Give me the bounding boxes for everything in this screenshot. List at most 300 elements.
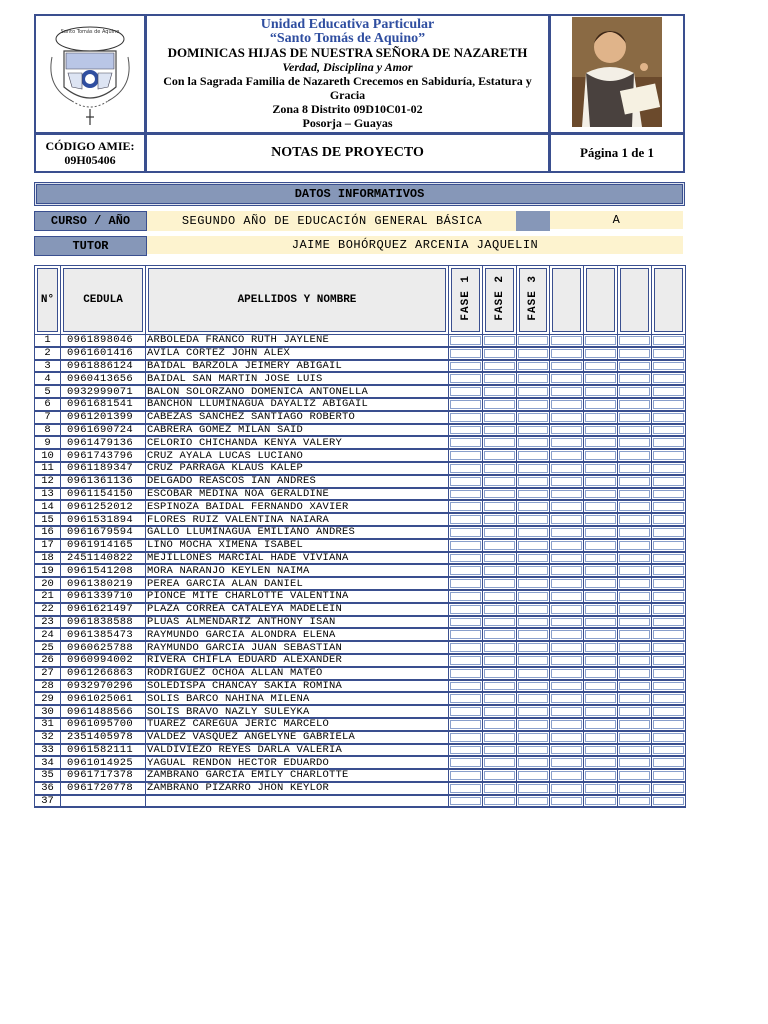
grade-cell[interactable]: [618, 564, 652, 577]
grade-cell[interactable]: [652, 718, 686, 731]
col-name-header: APELLIDOS Y NOMBRE: [146, 266, 449, 335]
grade-cell[interactable]: [449, 462, 483, 475]
grade-cell[interactable]: [550, 513, 584, 526]
grade-cell[interactable]: [517, 577, 550, 590]
grade-cell[interactable]: [584, 526, 618, 539]
grade-cell[interactable]: [449, 782, 483, 795]
grade-cell[interactable]: [618, 744, 652, 757]
grade-cell[interactable]: [652, 667, 686, 680]
grade-cell[interactable]: [652, 756, 686, 769]
grade-cell[interactable]: [584, 577, 618, 590]
grade-cell[interactable]: [652, 372, 686, 385]
grade-cell[interactable]: [449, 372, 483, 385]
row-cedula: 0961838588: [61, 616, 146, 629]
grade-cell[interactable]: [584, 705, 618, 718]
grade-cell[interactable]: [449, 731, 483, 744]
grade-cell[interactable]: [483, 347, 517, 360]
grade-cell[interactable]: [517, 335, 550, 347]
grade-cell[interactable]: [584, 654, 618, 667]
grade-cell[interactable]: [618, 654, 652, 667]
row-student-name: [146, 795, 449, 808]
grade-cell[interactable]: [483, 526, 517, 539]
grade-cell[interactable]: [449, 577, 483, 590]
row-cedula: 0961095700: [61, 718, 146, 731]
grade-cell[interactable]: [618, 756, 652, 769]
grade-cell[interactable]: [550, 449, 584, 462]
grade-cell[interactable]: [483, 424, 517, 437]
grade-cell[interactable]: [449, 539, 483, 552]
grade-cell[interactable]: [618, 475, 652, 488]
grade-cell[interactable]: [449, 654, 483, 667]
grade-cell[interactable]: [483, 590, 517, 603]
grade-cell[interactable]: [584, 372, 618, 385]
grade-cell[interactable]: [517, 731, 550, 744]
grade-cell[interactable]: [618, 526, 652, 539]
grade-cell[interactable]: [517, 552, 550, 565]
grade-cell[interactable]: [449, 385, 483, 398]
grade-cell[interactable]: [652, 360, 686, 373]
grade-cell[interactable]: [517, 449, 550, 462]
grade-cell[interactable]: [584, 385, 618, 398]
grade-cell[interactable]: [517, 756, 550, 769]
grade-cell[interactable]: [550, 539, 584, 552]
grade-cell[interactable]: [483, 705, 517, 718]
grade-cell[interactable]: [483, 398, 517, 411]
grade-cell[interactable]: [483, 795, 517, 808]
grade-cell[interactable]: [517, 436, 550, 449]
grade-cell[interactable]: [550, 424, 584, 437]
grade-cell[interactable]: [483, 360, 517, 373]
grade-cell[interactable]: [652, 462, 686, 475]
row-student-name: GALLO LLUMINAGUA EMILIANO ANDRES: [146, 526, 449, 539]
grade-cell[interactable]: [550, 500, 584, 513]
row-number: 27: [35, 667, 61, 680]
row-student-name: LINO MOCHA XIMENA ISABEL: [146, 539, 449, 552]
grade-cell[interactable]: [449, 667, 483, 680]
grade-cell[interactable]: [449, 500, 483, 513]
grade-cell[interactable]: [618, 628, 652, 641]
grade-cell[interactable]: [584, 628, 618, 641]
grade-cell[interactable]: [550, 436, 584, 449]
grade-cell[interactable]: [517, 718, 550, 731]
grade-cell[interactable]: [517, 654, 550, 667]
row-student-name: YAGUAL RENDON HECTOR EDUARDO: [146, 756, 449, 769]
grade-cell[interactable]: [483, 513, 517, 526]
table-row: [35, 718, 686, 731]
grade-cell[interactable]: [584, 513, 618, 526]
grade-cell[interactable]: [449, 603, 483, 616]
row-student-name: FLORES RUIZ VALENTINA NAIARA: [146, 513, 449, 526]
table-row: [35, 603, 686, 616]
grade-cell[interactable]: [449, 347, 483, 360]
grade-cell[interactable]: [517, 782, 550, 795]
row-cedula: 0961189347: [61, 462, 146, 475]
row-number: 10: [35, 449, 61, 462]
grade-cell[interactable]: [550, 398, 584, 411]
grade-cell[interactable]: [584, 590, 618, 603]
grade-cell[interactable]: [517, 513, 550, 526]
grade-cell[interactable]: [652, 577, 686, 590]
grade-cell[interactable]: [517, 360, 550, 373]
grade-cell[interactable]: [550, 654, 584, 667]
grade-cell[interactable]: [550, 641, 584, 654]
grade-cell[interactable]: [618, 795, 652, 808]
grade-cell[interactable]: [517, 411, 550, 424]
grade-cell[interactable]: [449, 680, 483, 693]
grade-cell[interactable]: [483, 500, 517, 513]
grade-cell[interactable]: [618, 347, 652, 360]
grade-cell[interactable]: [584, 564, 618, 577]
grade-cell[interactable]: [584, 795, 618, 808]
grade-cell[interactable]: [550, 372, 584, 385]
grade-cell[interactable]: [550, 552, 584, 565]
grade-cell[interactable]: [449, 756, 483, 769]
grade-cell[interactable]: [517, 539, 550, 552]
grade-cell[interactable]: [483, 667, 517, 680]
grade-cell[interactable]: [618, 539, 652, 552]
grade-cell[interactable]: [652, 398, 686, 411]
grade-cell[interactable]: [618, 488, 652, 501]
grade-cell[interactable]: [517, 462, 550, 475]
grade-cell[interactable]: [449, 488, 483, 501]
grade-cell[interactable]: [517, 347, 550, 360]
grade-cell[interactable]: [618, 335, 652, 347]
grade-cell[interactable]: [618, 411, 652, 424]
grade-cell[interactable]: [652, 513, 686, 526]
grade-cell[interactable]: [584, 360, 618, 373]
row-cedula: [61, 795, 146, 808]
grade-cell[interactable]: [449, 475, 483, 488]
grade-cell[interactable]: [483, 718, 517, 731]
row-student-name: TUAREZ CAREGUA JERIC MARCELO: [146, 718, 449, 731]
grade-cell[interactable]: [517, 769, 550, 782]
grade-cell[interactable]: [618, 500, 652, 513]
row-student-name: ZAMBRANO GARCIA EMILY CHARLOTTE: [146, 769, 449, 782]
table-row: [35, 680, 686, 693]
grade-cell[interactable]: [618, 731, 652, 744]
grade-cell[interactable]: [550, 526, 584, 539]
grade-cell[interactable]: [584, 539, 618, 552]
row-student-name: ZAMBRANO PIZARRO JHON KEYLOR: [146, 782, 449, 795]
grade-cell[interactable]: [652, 449, 686, 462]
grade-cell[interactable]: [483, 782, 517, 795]
grade-cell[interactable]: [517, 398, 550, 411]
grade-cell[interactable]: [652, 539, 686, 552]
grade-cell[interactable]: [483, 488, 517, 501]
grade-cell[interactable]: [618, 590, 652, 603]
grade-cell[interactable]: [618, 641, 652, 654]
grade-cell[interactable]: [449, 564, 483, 577]
grade-cell[interactable]: [517, 488, 550, 501]
grade-cell[interactable]: [584, 769, 618, 782]
grade-cell[interactable]: [652, 347, 686, 360]
grade-cell[interactable]: [517, 795, 550, 808]
grade-cell[interactable]: [517, 372, 550, 385]
grade-cell[interactable]: [652, 616, 686, 629]
grade-cell[interactable]: [618, 705, 652, 718]
row-student-name: CRUZ PARRAGA KLAUS KALEP: [146, 462, 449, 475]
grade-cell[interactable]: [483, 654, 517, 667]
grade-cell[interactable]: [584, 731, 618, 744]
amie-label: CÓDIGO AMIE:: [45, 139, 135, 153]
grade-cell[interactable]: [652, 552, 686, 565]
grade-cell[interactable]: [550, 616, 584, 629]
grade-cell[interactable]: [652, 641, 686, 654]
grade-cell[interactable]: [449, 335, 483, 347]
row-student-name: BAIDAL BARZOLA JEIMERY ABIGAIL: [146, 360, 449, 373]
grade-cell[interactable]: [584, 488, 618, 501]
grade-cell[interactable]: [449, 360, 483, 373]
grade-cell[interactable]: [550, 680, 584, 693]
grade-cell[interactable]: [652, 795, 686, 808]
grade-cell[interactable]: [652, 335, 686, 347]
grade-cell[interactable]: [618, 462, 652, 475]
grade-cell[interactable]: [483, 616, 517, 629]
grade-cell[interactable]: [517, 475, 550, 488]
grade-cell[interactable]: [483, 692, 517, 705]
grade-cell[interactable]: [449, 590, 483, 603]
grade-cell[interactable]: [584, 424, 618, 437]
grade-cell[interactable]: [449, 692, 483, 705]
grade-cell[interactable]: [483, 564, 517, 577]
grade-cell[interactable]: [550, 667, 584, 680]
grade-cell[interactable]: [517, 744, 550, 757]
grade-cell[interactable]: [618, 436, 652, 449]
grade-cell[interactable]: [550, 795, 584, 808]
grade-cell[interactable]: [584, 462, 618, 475]
grade-cell[interactable]: [584, 436, 618, 449]
grade-cell[interactable]: [449, 718, 483, 731]
grade-cell[interactable]: [652, 564, 686, 577]
svg-text:Santo Tomás de Aquino: Santo Tomás de Aquino: [60, 28, 120, 35]
grade-cell[interactable]: [550, 475, 584, 488]
grade-cell[interactable]: [483, 539, 517, 552]
grade-cell[interactable]: [449, 705, 483, 718]
grade-cell[interactable]: [550, 488, 584, 501]
grade-cell[interactable]: [584, 680, 618, 693]
grade-cell[interactable]: [618, 603, 652, 616]
row-cedula: 0961266863: [61, 667, 146, 680]
col-blank-header: [550, 266, 584, 335]
grade-cell[interactable]: [517, 526, 550, 539]
grade-cell[interactable]: [550, 718, 584, 731]
grade-cell[interactable]: [517, 603, 550, 616]
table-row: [35, 667, 686, 680]
grade-cell[interactable]: [517, 667, 550, 680]
grade-cell[interactable]: [483, 335, 517, 347]
grade-cell[interactable]: [584, 500, 618, 513]
grade-cell[interactable]: [449, 411, 483, 424]
grade-cell[interactable]: [652, 654, 686, 667]
row-student-name: BALON SOLORZANO DOMENICA ANTONELLA: [146, 385, 449, 398]
grade-cell[interactable]: [550, 347, 584, 360]
grade-cell[interactable]: [652, 731, 686, 744]
grade-cell[interactable]: [584, 335, 618, 347]
grade-cell[interactable]: [584, 744, 618, 757]
grade-cell[interactable]: [483, 385, 517, 398]
grade-cell[interactable]: [652, 590, 686, 603]
grade-cell[interactable]: [449, 436, 483, 449]
grade-cell[interactable]: [550, 731, 584, 744]
grade-cell[interactable]: [550, 628, 584, 641]
grade-cell[interactable]: [483, 436, 517, 449]
row-number: 1: [35, 335, 61, 347]
grade-cell[interactable]: [483, 680, 517, 693]
grade-cell[interactable]: [618, 360, 652, 373]
grade-cell[interactable]: [618, 680, 652, 693]
col-number-header: N°: [35, 266, 61, 335]
table-row: [35, 424, 686, 437]
grade-cell[interactable]: [618, 769, 652, 782]
grade-cell[interactable]: [584, 641, 618, 654]
grade-cell[interactable]: [483, 577, 517, 590]
grade-cell[interactable]: [584, 398, 618, 411]
grade-cell[interactable]: [449, 398, 483, 411]
grade-cell[interactable]: [483, 603, 517, 616]
grade-cell[interactable]: [584, 667, 618, 680]
grade-cell[interactable]: [584, 475, 618, 488]
grade-cell[interactable]: [652, 385, 686, 398]
grade-cell[interactable]: [550, 462, 584, 475]
grade-cell[interactable]: [584, 782, 618, 795]
grade-cell[interactable]: [550, 603, 584, 616]
grade-cell[interactable]: [550, 360, 584, 373]
grade-cell[interactable]: [584, 411, 618, 424]
grade-cell[interactable]: [618, 616, 652, 629]
grade-cell[interactable]: [449, 513, 483, 526]
grade-cell[interactable]: [652, 769, 686, 782]
grade-cell[interactable]: [618, 385, 652, 398]
grade-cell[interactable]: [449, 552, 483, 565]
table-row: [35, 744, 686, 757]
grade-cell[interactable]: [483, 475, 517, 488]
grade-cell[interactable]: [449, 449, 483, 462]
grade-cell[interactable]: [652, 424, 686, 437]
grade-cell[interactable]: [517, 641, 550, 654]
grade-cell[interactable]: [483, 462, 517, 475]
grade-cell[interactable]: [618, 449, 652, 462]
grade-cell[interactable]: [618, 513, 652, 526]
grade-cell[interactable]: [449, 769, 483, 782]
col-phase-3-header: [517, 266, 550, 335]
grade-cell[interactable]: [550, 769, 584, 782]
grade-cell[interactable]: [483, 449, 517, 462]
grade-cell[interactable]: [618, 718, 652, 731]
amie-code: 09H05406: [64, 153, 116, 167]
grade-cell[interactable]: [449, 616, 483, 629]
grade-cell[interactable]: [517, 705, 550, 718]
grade-cell[interactable]: [618, 782, 652, 795]
grade-cell[interactable]: [652, 488, 686, 501]
grade-cell[interactable]: [652, 680, 686, 693]
grade-cell[interactable]: [517, 500, 550, 513]
grade-cell[interactable]: [584, 616, 618, 629]
grade-cell[interactable]: [550, 744, 584, 757]
grade-cell[interactable]: [517, 590, 550, 603]
grade-cell[interactable]: [517, 692, 550, 705]
grade-cell[interactable]: [483, 552, 517, 565]
grade-cell[interactable]: [652, 744, 686, 757]
grade-cell[interactable]: [618, 424, 652, 437]
grade-cell[interactable]: [449, 641, 483, 654]
grade-cell[interactable]: [618, 372, 652, 385]
grade-cell[interactable]: [652, 500, 686, 513]
grade-cell[interactable]: [517, 680, 550, 693]
course-value: SEGUNDO AÑO DE EDUCACIÓN GENERAL BÁSICA: [147, 211, 517, 231]
school-quote: “Santo Tomás de Aquino”: [269, 31, 426, 46]
grade-cell[interactable]: [550, 385, 584, 398]
grade-cell[interactable]: [550, 692, 584, 705]
grade-cell[interactable]: [584, 718, 618, 731]
grade-cell[interactable]: [618, 692, 652, 705]
grade-cell[interactable]: [618, 667, 652, 680]
grade-cell[interactable]: [652, 603, 686, 616]
grade-cell[interactable]: [449, 628, 483, 641]
grade-cell[interactable]: [483, 744, 517, 757]
grade-cell[interactable]: [652, 782, 686, 795]
row-student-name: PLAZA CORREA CATALEYA MADELEIN: [146, 603, 449, 616]
row-cedula: 0961531894: [61, 513, 146, 526]
grade-cell[interactable]: [584, 603, 618, 616]
grade-cell[interactable]: [652, 628, 686, 641]
grade-cell[interactable]: [483, 628, 517, 641]
grade-cell[interactable]: [652, 411, 686, 424]
row-student-name: AVILA CORTEZ JOHN ALEX: [146, 347, 449, 360]
grade-cell[interactable]: [618, 398, 652, 411]
grade-cell[interactable]: [449, 424, 483, 437]
grade-cell[interactable]: [550, 782, 584, 795]
grade-cell[interactable]: [517, 424, 550, 437]
grade-cell[interactable]: [449, 795, 483, 808]
school-name: Unidad Educativa Particular: [260, 17, 435, 32]
grade-cell[interactable]: [483, 641, 517, 654]
grade-cell[interactable]: [517, 616, 550, 629]
grade-cell[interactable]: [618, 552, 652, 565]
grade-cell[interactable]: [550, 577, 584, 590]
grade-cell[interactable]: [584, 756, 618, 769]
grade-cell[interactable]: [652, 475, 686, 488]
grade-cell[interactable]: [483, 756, 517, 769]
grade-cell[interactable]: [652, 526, 686, 539]
grade-cell[interactable]: [449, 744, 483, 757]
grade-cell[interactable]: [483, 372, 517, 385]
grade-cell[interactable]: [584, 552, 618, 565]
grade-cell[interactable]: [483, 769, 517, 782]
grade-cell[interactable]: [483, 731, 517, 744]
grade-cell[interactable]: [550, 705, 584, 718]
grade-cell[interactable]: [584, 449, 618, 462]
grade-cell[interactable]: [652, 705, 686, 718]
grade-cell[interactable]: [517, 385, 550, 398]
grade-cell[interactable]: [652, 692, 686, 705]
phase-2-label: FASE 2: [493, 275, 506, 321]
grade-cell[interactable]: [517, 628, 550, 641]
grade-cell[interactable]: [618, 577, 652, 590]
grade-cell[interactable]: [584, 692, 618, 705]
grade-cell[interactable]: [550, 756, 584, 769]
grade-cell[interactable]: [550, 564, 584, 577]
grade-cell[interactable]: [550, 590, 584, 603]
grade-cell[interactable]: [584, 347, 618, 360]
grade-cell[interactable]: [550, 411, 584, 424]
grade-cell[interactable]: [517, 564, 550, 577]
row-cedula: 0961252012: [61, 500, 146, 513]
row-number: 36: [35, 782, 61, 795]
grade-cell[interactable]: [449, 526, 483, 539]
grade-cell[interactable]: [483, 411, 517, 424]
grade-cell[interactable]: [550, 335, 584, 347]
grade-cell[interactable]: [652, 436, 686, 449]
